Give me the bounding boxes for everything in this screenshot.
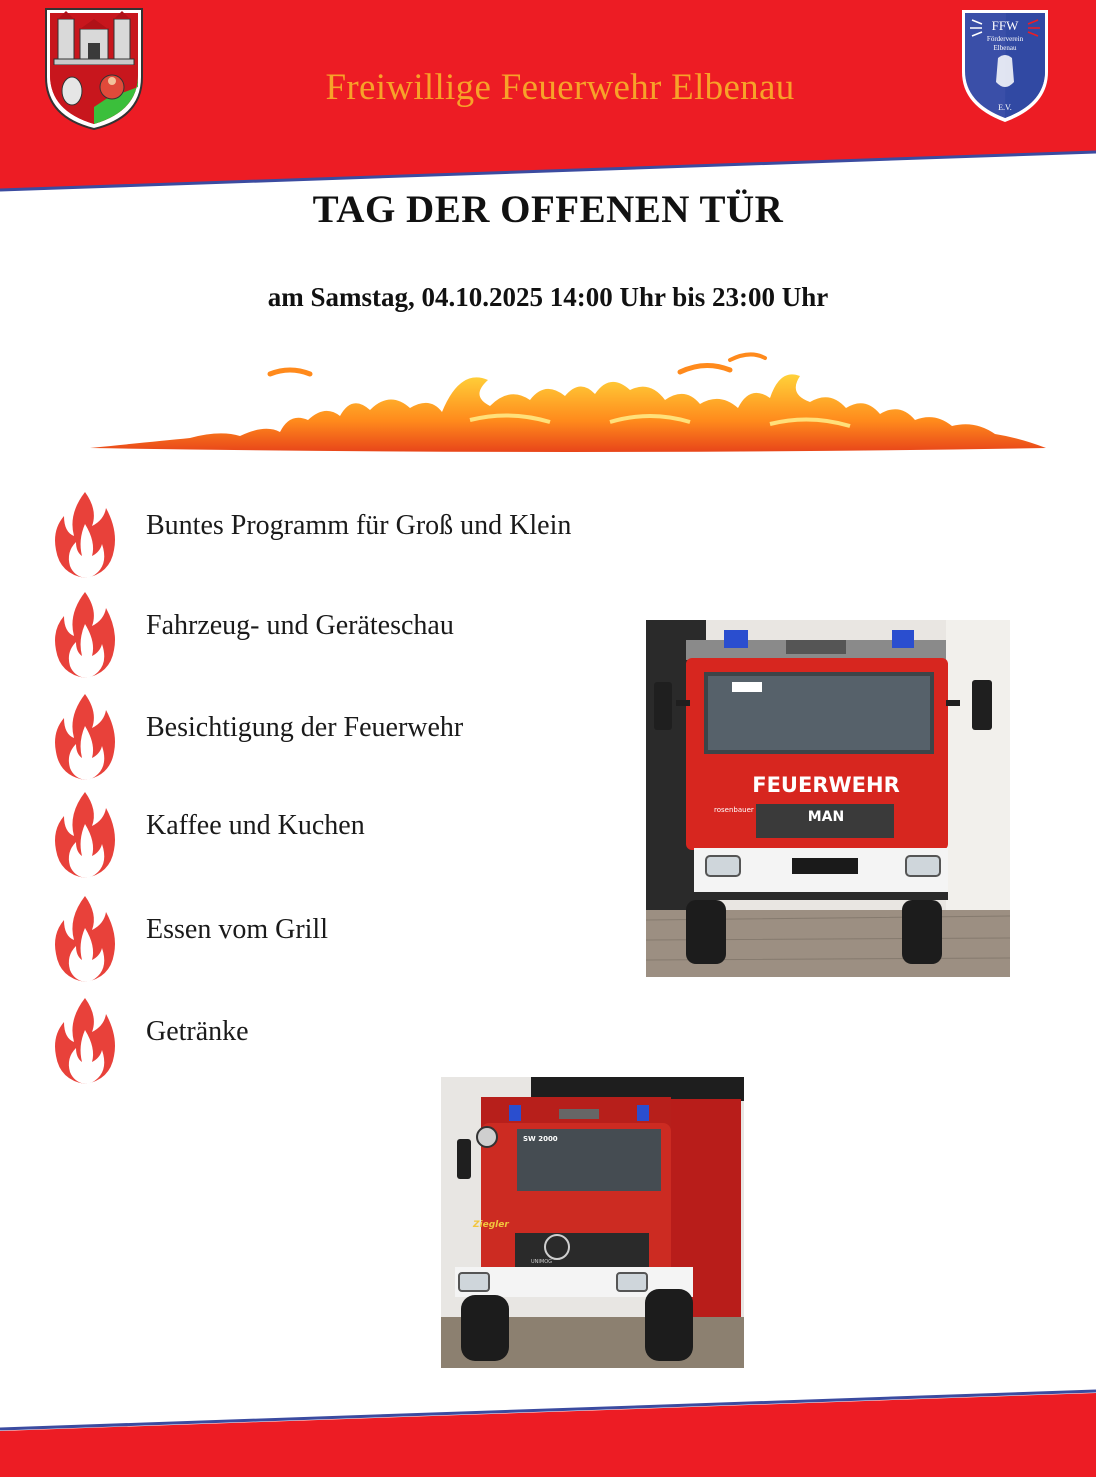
header-banner <box>0 0 1096 195</box>
truck2-plate: SW 2000 <box>523 1135 558 1143</box>
list-item <box>52 490 652 580</box>
footer-red-band <box>0 1387 1096 1477</box>
program-item-label: Besichtigung der Feuerwehr <box>146 712 464 743</box>
fire-truck-man-image <box>646 620 1010 977</box>
list-item <box>52 996 652 1086</box>
svg-text:FFW: FFW <box>991 18 1019 33</box>
truck2-model: UNIMOG <box>531 1259 552 1265</box>
event-title: TAG DER OFFENEN TÜR <box>312 188 784 231</box>
event-date: am Samstag, 04.10.2025 14:00 Uhr bis 23:00 Uhr <box>267 282 829 312</box>
flame-icon <box>52 692 118 782</box>
svg-text:Förderverein: Förderverein <box>986 35 1024 43</box>
list-item <box>52 590 652 680</box>
fire-truck-unimog-image <box>441 1077 744 1368</box>
program-item-label: Essen vom Grill <box>146 914 328 945</box>
flame-icon <box>52 590 118 680</box>
organization-name: Freiwillige Feuerwehr Elbenau <box>325 67 795 108</box>
flame-icon <box>52 894 118 984</box>
flame-icon <box>52 996 118 1086</box>
program-item-label: Fahrzeug- und Geräteschau <box>146 610 454 641</box>
list-item <box>52 692 652 782</box>
program-item-label: Kaffee und Kuchen <box>146 810 365 841</box>
truck1-label: FEUERWEHR <box>752 773 900 797</box>
flame-icon <box>52 790 118 880</box>
truck1-brand: MAN <box>807 809 845 825</box>
flames-decoration-icon <box>90 350 1046 460</box>
flame-icon <box>52 490 118 580</box>
program-item-label: Getränke <box>146 1016 249 1047</box>
svg-text:E.V.: E.V. <box>998 103 1012 112</box>
program-item-label: Buntes Programm für Groß und Klein <box>146 510 572 541</box>
truck2-builder: Ziegler <box>473 1220 509 1230</box>
svg-text:Elbenau: Elbenau <box>993 44 1017 52</box>
list-item <box>52 894 652 984</box>
list-item <box>52 790 652 880</box>
truck1-builder: rosenbauer <box>714 806 754 814</box>
